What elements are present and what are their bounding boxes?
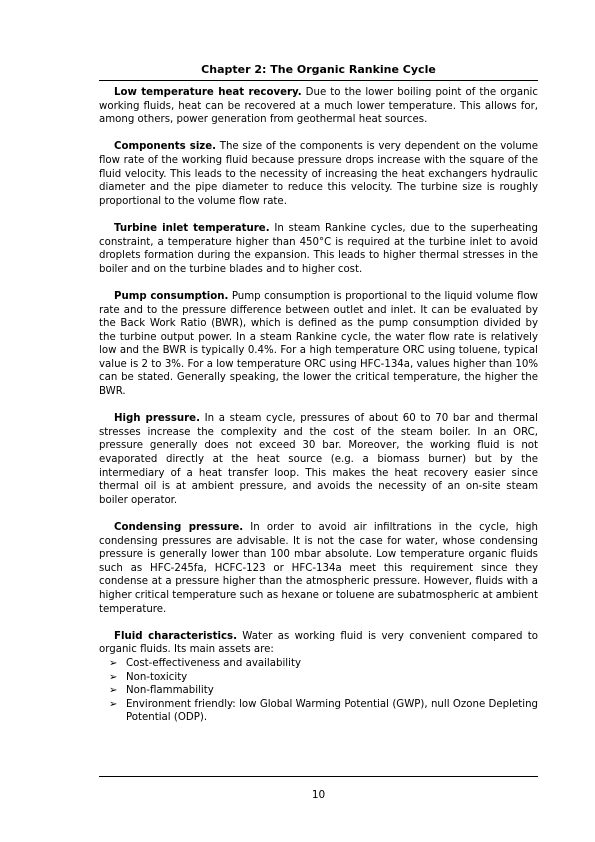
bullet-item xyxy=(99,671,538,685)
paragraph-low-temperature-heat-recovery xyxy=(99,86,538,127)
bullet-text: Non-flammability xyxy=(126,685,214,697)
bullet-text: Non-toxicity xyxy=(126,671,188,683)
paragraph-heading: Pump consumption. xyxy=(114,290,229,302)
paragraph-text: Due to the lower boiling point of the organic working fluids, heat can be recovered at a much lower temperature. This allows for, among others, power generation from geothermal heat sources. xyxy=(99,87,538,126)
header-divider xyxy=(99,80,538,81)
bullet-text: Environment friendly: low Global Warming Potential (GWP), null Ozone Depleting Potential (ODP). xyxy=(126,698,538,724)
paragraph-text: In order to avoid air infiltrations in the cycle, high condensing pressures are advisable. It is not the case for water, whose condensing pressure is generally lower than 100 mbar absolute. Low temperature organic fluids such as HFC-245fa, HCFC-123 or HFC-134a meet this requirement since they condense at a pressure higher than the atmospheric pressure. However, fluids with a higher critical temperature such as hexane or toluene are subatmospheric at ambient temperature. xyxy=(99,522,538,615)
page-body xyxy=(99,86,538,725)
footer-divider xyxy=(99,776,538,777)
arrow-bullet-icon: ➢ xyxy=(109,685,118,697)
paragraph-fluid-characteristics xyxy=(99,630,538,657)
paragraph-heading: Low temperature heat recovery. xyxy=(114,87,302,98)
paragraph-heading: Components size. xyxy=(114,141,217,153)
paragraph-heading: Fluid characteristics. xyxy=(114,630,237,642)
arrow-bullet-icon: ➢ xyxy=(109,657,118,669)
paragraph-condensing-pressure xyxy=(99,521,538,616)
chapter-header: Chapter 2: The Organic Rankine Cycle xyxy=(201,63,436,76)
arrow-bullet-icon: ➢ xyxy=(109,671,118,683)
assets-bullet-list xyxy=(99,657,538,725)
bullet-item xyxy=(99,657,538,671)
arrow-bullet-icon: ➢ xyxy=(109,698,118,710)
bullet-item xyxy=(99,684,538,698)
paragraph-pump-consumption xyxy=(99,290,538,399)
paragraph-text: Water as working fluid is very convenient compared to organic fluids. Its main assets are: xyxy=(99,630,538,656)
paragraph-text: In steam Rankine cycles, due to the superheating constraint, a temperature higher than 450°C is required at the turbine inlet to avoid droplets formation during the expansion. This leads to higher thermal stresses in the boiler and on the turbine blades and to higher cost. xyxy=(99,222,538,275)
paragraph-text: In a steam cycle, pressures of about 60 to 70 bar and thermal stresses increase the complexity and the cost of the steam boiler. In an ORC, pressure generally does not exceed 30 bar. Moreover, the working fluid is not evaporated directly at the heat source (e.g. a biomass burner) but by the intermediary of a heat transfer loop. This makes the heat recovery easier since thermal oil is at ambient pressure, and avoids the necessity of an on-site steam boiler operator. xyxy=(99,413,538,506)
paragraph-heading: High pressure. xyxy=(114,413,200,425)
paragraph-components-size xyxy=(99,140,538,208)
paragraph-heading: Condensing pressure. xyxy=(114,522,244,533)
paragraph-text: Pump consumption is proportional to the liquid volume flow rate and to the pressure difference between outlet and inlet. It can be evaluated by the Back Work Ratio (BWR), which is defined as the pump consumption divided by the turbine output power. In a steam Rankine cycle, the water flow rate is relatively low and the BWR is typically 0.4%. For a high temperature ORC using toluene, typical value is 2 to 3%. For a low temperature ORC using HFC-134a, values higher than 10% can be stated. Generally speaking, the lower the critical temperature, the higher the BWR. xyxy=(99,290,539,398)
page-number: 10 xyxy=(311,789,326,801)
paragraph-text: The size of the components is very dependent on the volume flow rate of the working fluid because pressure drops increase with the square of the fluid velocity. This leads to the necessity of increasing the heat exchangers hydraulic diameter and the pipe diameter to reduce this velocity. The turbine size is roughly proportional to the volume flow rate. xyxy=(99,141,539,207)
paragraph-heading: Turbine inlet temperature. xyxy=(114,222,270,234)
paragraph-high-pressure xyxy=(99,412,538,507)
bullet-text: Cost-effectiveness and availability xyxy=(126,657,301,669)
paragraph-turbine-inlet-temperature xyxy=(99,222,538,276)
bullet-item xyxy=(99,698,538,725)
